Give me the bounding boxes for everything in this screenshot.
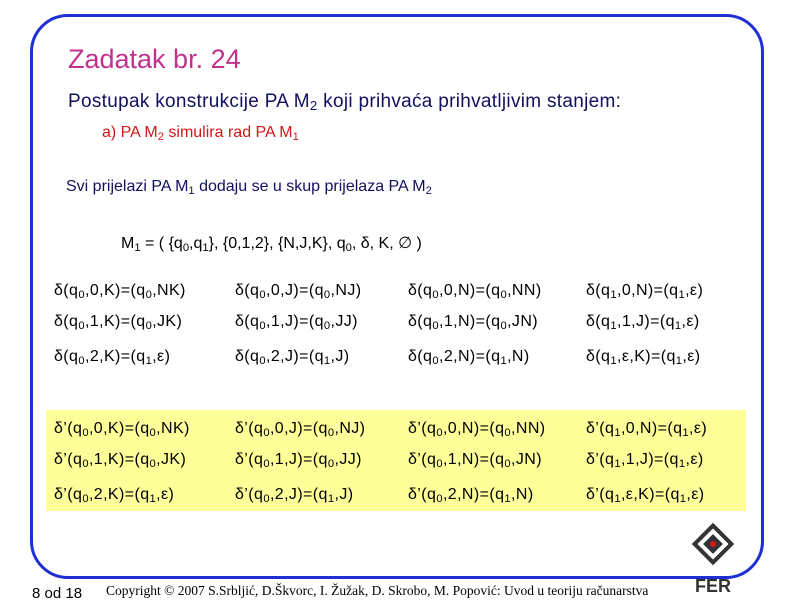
table-row: [46, 348, 746, 374]
transition-cell: $\delta(q_0,2,N)=(q_1,N)$: [408, 348, 530, 367]
subtitle: Postupak konstrukcije PA $M_2$ koji prihvaća prihvatljivim stanjem:: [68, 91, 622, 113]
transition-cell: $\delta(q_0,1,N)=(q_0,JN)$: [408, 313, 539, 332]
logo-text: FER: [695, 576, 731, 596]
item-a: a) PA $M_2$ simulira rad PA $M_1$: [102, 124, 299, 143]
transition-note: Svi prijelazi PA $M_1$ dodaju se u skup prijelaza PA $M_2$: [66, 178, 432, 197]
transition-cell: $\delta(q_0,0,K)=(q_0,NK)$: [54, 282, 186, 301]
transition-cell: $\delta’(q_1,1,J)=(q_1,\varepsilon)$: [586, 451, 704, 470]
transition-cell: $\delta(q_0,2,K)=(q_1,\varepsilon)$: [54, 348, 171, 367]
transition-cell: $\delta(q_0,0,N)=(q_0,NN)$: [408, 282, 542, 301]
transition-cell: $\delta’(q_0,1,N)=(q_0,JN)$: [408, 451, 542, 470]
transition-cell: $\delta’(q_0,1,J)=(q_0,JJ)$: [235, 451, 362, 470]
logo-emblem: [695, 526, 732, 563]
transition-cell: $\delta(q_1,1,J)=(q_1,\varepsilon)$: [586, 313, 700, 332]
transition-cell: $\delta’(q_1,\varepsilon,K)=(q_1,\varepsilon)$: [586, 486, 705, 505]
table-row: [46, 486, 746, 512]
transition-cell: $\delta’(q_0,1,K)=(q_0,JK)$: [54, 451, 187, 470]
transition-cell: $\delta’(q_0,2,J)=(q_1,J)$: [235, 486, 354, 505]
table-row: [46, 313, 746, 339]
automaton-definition: $M_1$ = ( $\{q_0,q_1\}$, {0,1,2}, {N,J,K}, $q_0$, δ, K, ∅ ): [121, 235, 422, 254]
table-row: [46, 282, 746, 308]
transition-cell: $\delta(q_0,1,J)=(q_0,JJ)$: [235, 313, 358, 332]
fer-logo: [688, 522, 738, 602]
slide-title: Zadatak br. 24: [68, 44, 241, 74]
transition-cell: $\delta(q_0,2,J)=(q_1,J)$: [235, 348, 350, 367]
transition-cell: $\delta(q_0,1,K)=(q_0,JK)$: [54, 313, 183, 332]
transition-cell: $\delta’(q_0,0,N)=(q_0,NN)$: [408, 420, 546, 439]
transition-cell: $\delta(q_0,0,J)=(q_0,NJ)$: [235, 282, 362, 301]
transition-cell: $\delta’(q_0,2,N)=(q_1,N)$: [408, 486, 534, 505]
transition-cell: $\delta’(q_1,0,N)=(q_1,\varepsilon)$: [586, 420, 708, 439]
table-row: [46, 420, 746, 446]
transition-cell: $\delta’(q_0,0,J)=(q_0,NJ)$: [235, 420, 366, 439]
transition-cell: $\delta(q_1,\varepsilon,K)=(q_1,\varepsilon)$: [586, 348, 701, 367]
transition-cell: $\delta(q_1,0,N)=(q_1,\varepsilon)$: [586, 282, 704, 301]
table-row: [46, 451, 746, 477]
copyright: Copyright © 2007 S.Srbljić, D.Škvorc, I. Žužak, D. Skrobo, M. Popović: Uvod u teoriju računarstva: [106, 583, 649, 598]
transition-cell: $\delta’(q_0,0,K)=(q_0,NK)$: [54, 420, 190, 439]
transition-cell: $\delta’(q_0,2,K)=(q_1,\varepsilon)$: [54, 486, 175, 505]
page-number: 8 od 18: [32, 585, 83, 602]
